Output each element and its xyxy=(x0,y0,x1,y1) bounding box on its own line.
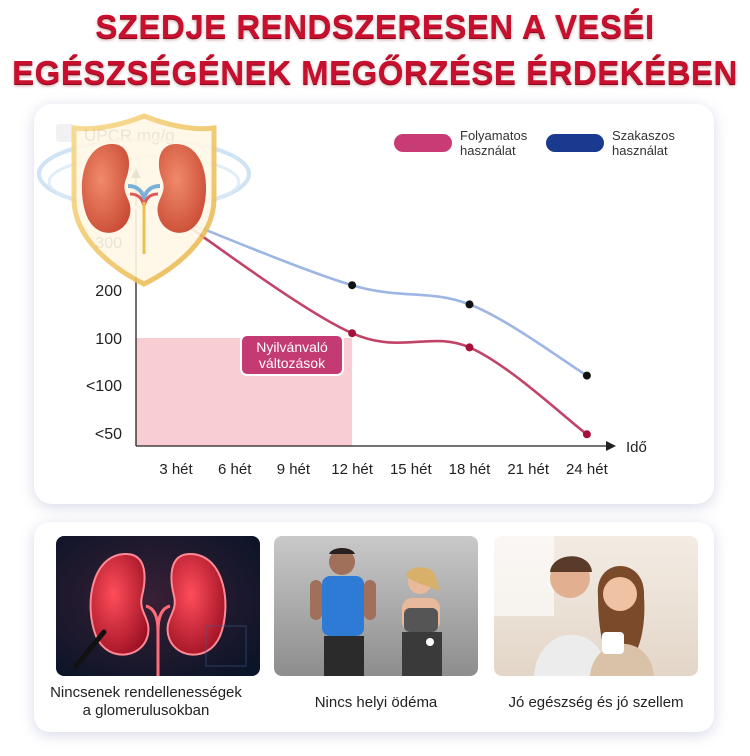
annotation-line1: Nyilvánvaló xyxy=(256,339,328,355)
x-tick-label: 18 hét xyxy=(448,461,491,478)
x-tick-label: 24 hét xyxy=(566,461,608,478)
benefit-caption-health: Jó egészség és jó szellem xyxy=(508,694,684,711)
data-point xyxy=(583,430,591,438)
legend-swatch-continuous xyxy=(394,134,452,152)
legend-continuous-line1: Folyamatos xyxy=(460,128,528,143)
headline-line-2: EGÉSZSÉGÉNEK MEGŐRZÉSE ÉRDEKÉBEN xyxy=(12,54,738,91)
data-point xyxy=(466,343,474,351)
chart-card xyxy=(34,104,714,504)
legend-continuous xyxy=(394,128,550,158)
kidney-scan-image xyxy=(56,536,260,676)
annotation-obvious-changes xyxy=(242,336,342,374)
data-point xyxy=(348,281,356,289)
x-tick-label: 12 hét xyxy=(331,461,373,478)
benefits-section xyxy=(34,522,714,732)
x-tick-label: 21 hét xyxy=(507,461,550,478)
happy-couple-image xyxy=(494,536,698,676)
legend-intermittent xyxy=(546,128,702,158)
running-couple-image xyxy=(274,536,478,676)
benefit-caption-glomeruli-line1: Nincsenek rendellenességek xyxy=(50,684,242,701)
y-tick-label: <100 xyxy=(85,378,122,395)
x-axis-label: Idő xyxy=(626,439,647,456)
x-tick-label: 15 hét xyxy=(389,461,432,478)
legend-label-continuous xyxy=(460,128,550,158)
legend-swatch-intermittent xyxy=(546,134,604,152)
benefit-caption-glomeruli-line2: a glomerulusokban xyxy=(82,702,210,719)
kidney-shield-illustration xyxy=(34,104,264,294)
y-tick-label: 200 xyxy=(95,283,122,300)
x-tick-label: 9 hét xyxy=(276,461,311,478)
benefit-caption-edema: Nincs helyi ödéma xyxy=(314,694,438,711)
x-axis-arrow xyxy=(606,441,616,451)
legend-intermittent-line2: használat xyxy=(612,143,668,158)
data-point xyxy=(583,372,591,380)
y-tick-label: <50 xyxy=(94,426,122,443)
data-point xyxy=(348,329,356,337)
benefit-caption-glomeruli xyxy=(31,684,261,720)
legend-label-intermittent xyxy=(612,128,702,158)
legend-continuous-line2: használat xyxy=(460,143,516,158)
data-point xyxy=(466,300,474,308)
y-tick-label: 100 xyxy=(95,331,122,348)
x-tick-label: 3 hét xyxy=(159,461,193,478)
x-tick-label: 6 hét xyxy=(218,461,252,478)
headline-line-1: SZEDJE RENDSZERESEN A VESÉI xyxy=(95,8,655,45)
legend-intermittent-line1: Szakaszos xyxy=(612,128,675,143)
annotation-line2: változások xyxy=(258,355,326,371)
